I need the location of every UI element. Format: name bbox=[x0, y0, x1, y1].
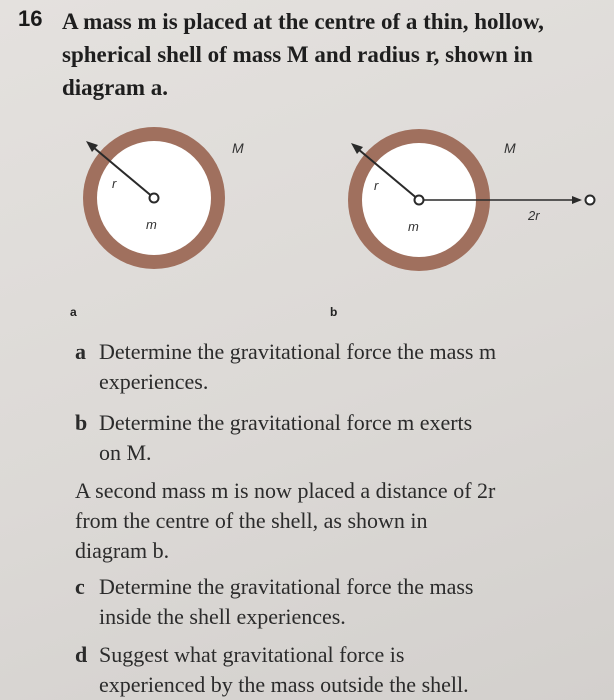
diagram-b bbox=[348, 129, 595, 271]
distance-arrowhead bbox=[572, 196, 582, 204]
part-c-letter: c bbox=[75, 574, 85, 599]
intro-line-3: diagram a. bbox=[62, 75, 169, 100]
diagram-a bbox=[83, 127, 244, 269]
second-mass-stem bbox=[75, 476, 495, 566]
question-number: 16 bbox=[18, 6, 43, 31]
part-c bbox=[75, 572, 473, 632]
radius-a-label: r bbox=[112, 176, 117, 191]
mass-a bbox=[150, 194, 159, 203]
part-b-letter: b bbox=[75, 410, 88, 435]
stem-line-1: A second mass m is now placed a distance of 2r bbox=[75, 478, 496, 503]
part-b-line-1: Determine the gravitational force m exerts bbox=[99, 410, 473, 435]
part-a-line-1: Determine the gravitational force the mass m bbox=[99, 339, 497, 364]
stem-line-2: from the centre of the shell, as shown in bbox=[75, 508, 428, 533]
radius-b-label: r bbox=[374, 178, 379, 193]
shell-diagrams bbox=[0, 0, 614, 330]
mass-b-inner bbox=[415, 196, 424, 205]
mass-b-outer bbox=[586, 196, 595, 205]
stem-line-3: diagram b. bbox=[75, 538, 170, 563]
part-c-line-2: inside the shell experiences. bbox=[99, 604, 346, 629]
part-d bbox=[75, 640, 469, 700]
part-d-line-1: Suggest what gravitational force is bbox=[99, 642, 405, 667]
part-c-line-1: Determine the gravitational force the mass bbox=[99, 574, 474, 599]
intro-line-1: A mass m is placed at the centre of a thin, hollow, bbox=[62, 9, 544, 34]
shell-b-mass-label: M bbox=[504, 140, 516, 156]
distance-label: 2r bbox=[528, 208, 540, 223]
diagram-b-caption: b bbox=[330, 305, 338, 319]
mass-a-label: m bbox=[146, 217, 157, 232]
diagram-a-caption: a bbox=[70, 305, 77, 319]
part-b bbox=[75, 408, 472, 468]
part-b-line-2: on M. bbox=[99, 440, 152, 465]
mass-b-label: m bbox=[408, 219, 419, 234]
intro-line-2: spherical shell of mass M and radius r, shown in bbox=[62, 42, 533, 67]
part-a bbox=[75, 337, 496, 397]
part-a-letter: a bbox=[75, 339, 86, 364]
part-d-letter: d bbox=[75, 642, 88, 667]
part-d-line-2: experienced by the mass outside the shell. bbox=[99, 672, 469, 697]
shell-a-mass-label: M bbox=[232, 140, 244, 156]
part-a-line-2: experiences. bbox=[99, 369, 209, 394]
